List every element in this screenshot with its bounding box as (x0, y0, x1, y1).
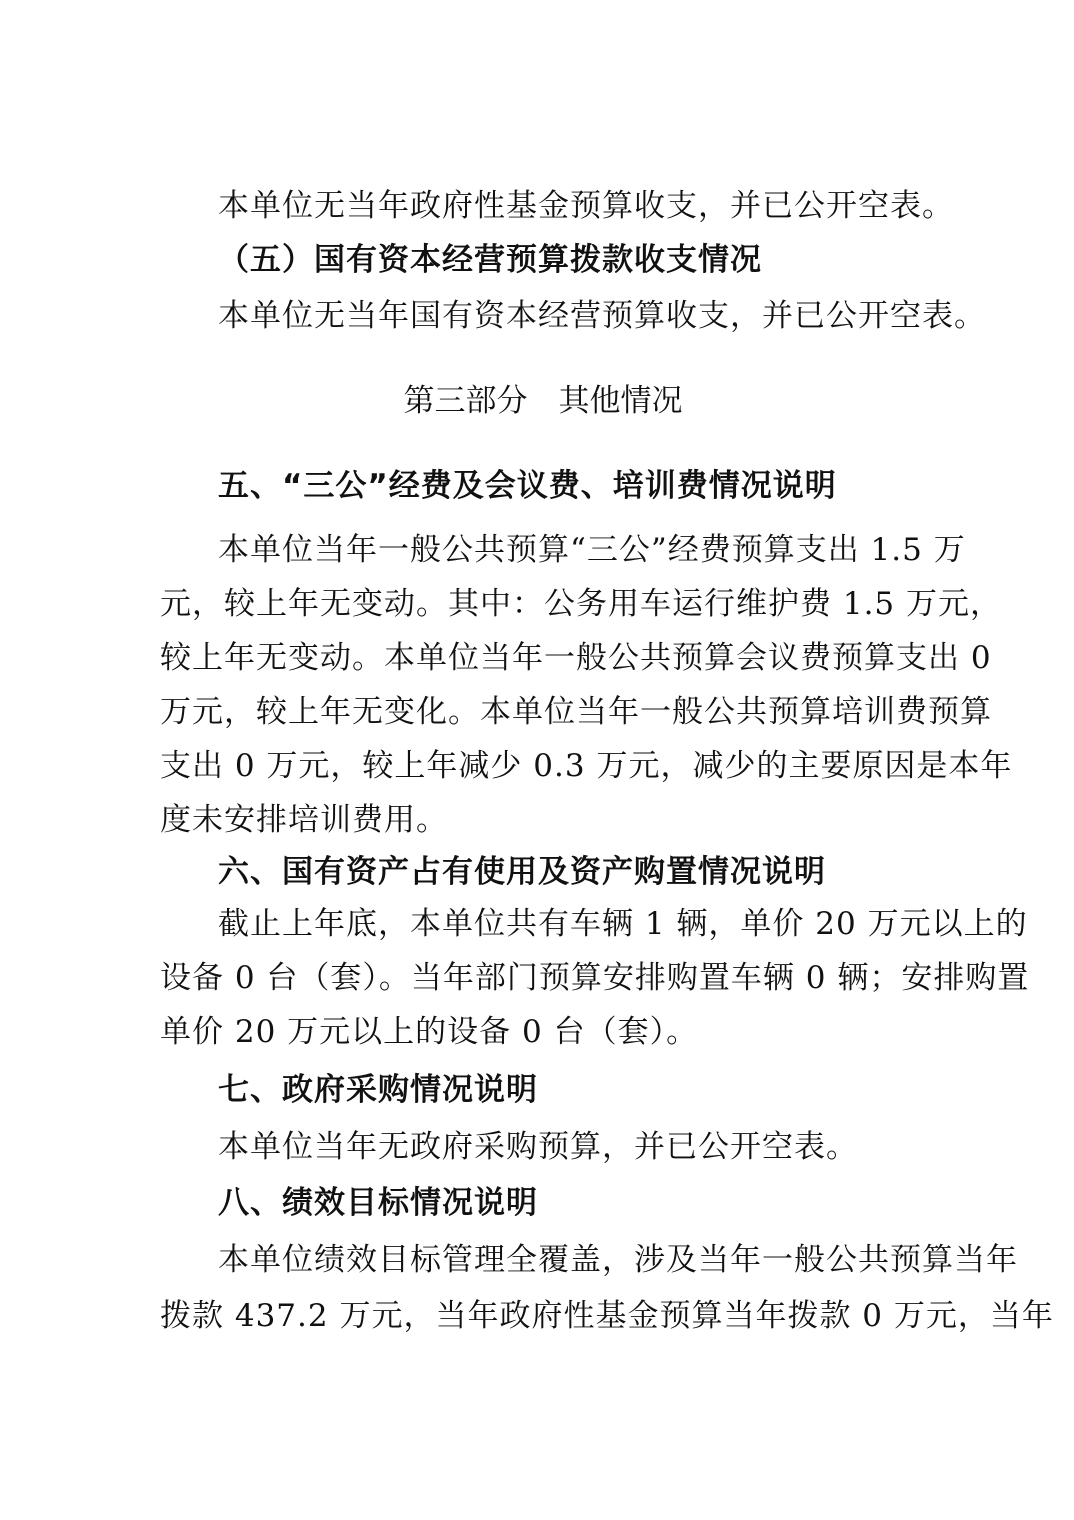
section-heading-performance: 八、绩效目标情况说明 (218, 1185, 538, 1221)
section-heading-three-public: 五、“三公”经费及会议费、培训费情况说明 (218, 468, 837, 504)
paragraph-line: 较上年无变动。本单位当年一般公共预算会议费预算支出 0 (160, 640, 992, 676)
paragraph-state-capital: 本单位无当年国有资本经营预算收支，并已公开空表。 (218, 298, 986, 334)
paragraph-line: 支出 0 万元，较上年减少 0.3 万元，减少的主要原因是本年 (160, 748, 1013, 784)
section-heading-procurement: 七、政府采购情况说明 (218, 1072, 538, 1108)
paragraph-govfund: 本单位无当年政府性基金预算收支，并已公开空表。 (218, 188, 954, 224)
paragraph-line: 设备 0 台（套）。当年部门预算安排购置车辆 0 辆；安排购置 (160, 960, 1030, 996)
paragraph-line: 度未安排培训费用。 (160, 802, 448, 838)
section-heading-assets: 六、国有资产占有使用及资产购置情况说明 (218, 854, 826, 890)
subsection-heading-state-capital: （五）国有资本经营预算拨款收支情况 (218, 242, 762, 278)
part-title-other: 第三部分 其他情况 (403, 383, 683, 419)
paragraph-line: 本单位绩效目标管理全覆盖，涉及当年一般公共预算当年 (218, 1242, 1018, 1278)
paragraph-line: 元，较上年无变动。其中：公务用车运行维护费 1.5 万元， (160, 586, 1003, 622)
paragraph-line: 万元，较上年无变化。本单位当年一般公共预算培训费预算 (160, 694, 992, 730)
paragraph-procurement: 本单位当年无政府采购预算，并已公开空表。 (218, 1129, 858, 1165)
paragraph-line: 截止上年底，本单位共有车辆 1 辆，单价 20 万元以上的 (218, 906, 1028, 942)
paragraph-line: 本单位当年一般公共预算“三公”经费预算支出 1.5 万 (218, 532, 966, 568)
paragraph-line: 拨款 437.2 万元，当年政府性基金预算当年拨款 0 万元，当年 (160, 1298, 1054, 1334)
paragraph-line: 单价 20 万元以上的设备 0 台（套）。 (160, 1014, 699, 1050)
